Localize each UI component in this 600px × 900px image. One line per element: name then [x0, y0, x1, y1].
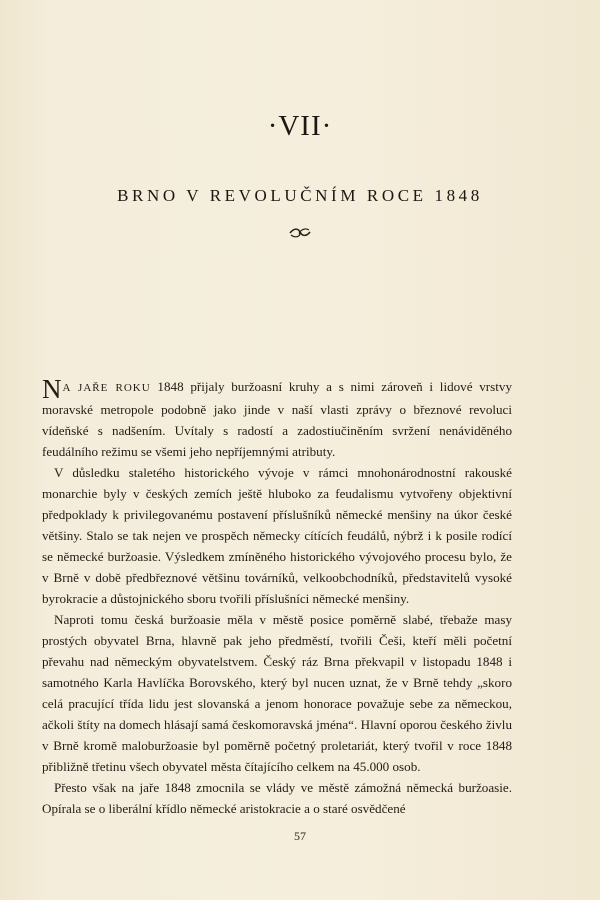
chapter-title: BRNO V REVOLUČNÍM ROCE 1848	[117, 186, 483, 205]
paragraph-1-text: 1848 přijaly buržoasní kruhy a s nimi zároveň i lidové vrstvy moravské metropole podobně jako jinde v naší vlasti zprávy o březnové revoluci vídeňské s nadšením. Uvítaly s radostí a zadostiučiněním svržení nenáviděného feudálního režimu se všemi jeho nepříjemnými atributy.	[42, 379, 512, 459]
chapter-body	[42, 376, 512, 819]
paragraph-3: Naproti tomu česká buržoasie měla v městě posice poměrně slabé, třebaže masy prostých obyvatel Brna, hlavně pak jeho předměstí, tvořili Češi, kteří měli početní převahu nad německým obyvatelstvem. Český ráz Brna překvapil v listopadu 1848 i samotného Karla Havlíčka Borovského, který byl nucen uznat, že v Brně tehdy „skoro celá pracující třída lidu jest slovanská a jenom honorace považuje sebe za německou, ačkoli štíty na domech hlásají samá českomoravská jména“. Hlavní oporou českého živlu v Brně kromě maloburžoasie byl poměrně početný proletariát, který tvořil v roce 1848 přibližně třetinu všech obyvatel města čítajícího celkem na 45.000 osob.	[42, 612, 512, 774]
drop-cap: N	[42, 374, 62, 404]
opening-smallcaps: A JAŘE ROKU	[62, 382, 151, 394]
fleuron-ornament-icon	[0, 226, 600, 245]
paragraph-1	[42, 376, 512, 462]
page-number: 57	[294, 829, 306, 843]
paragraph-4: Přesto však na jaře 1848 zmocnila se vlády ve městě zámožná německá buržoasie. Opírala se o liberální křídlo německé aristokracie a o staré osvědčené	[42, 780, 512, 816]
paragraph-2: V důsledku staletého historického vývoje v rámci mnohonárodnostní rakouské monarchie byly v českých zemích ještě hluboko za feudalismu vytvořeny objektivní předpoklady k privilegovanému postavení příslušníků německé menšiny na úkor české většiny. Stalo se tak nejen ve prospěch německy cítících feudálů, nýbrž i k posile rodící se německé buržoasie. Výsledkem zmíněného historického vývojového procesu bylo, že v Brně v době předbřeznové většinu továrníků, velkoobchodníků, představitelů vysoké byrokracie a důstojnického sboru tvořili příslušníci německé menšiny.	[42, 465, 512, 606]
chapter-number: ·VII·	[267, 110, 333, 142]
